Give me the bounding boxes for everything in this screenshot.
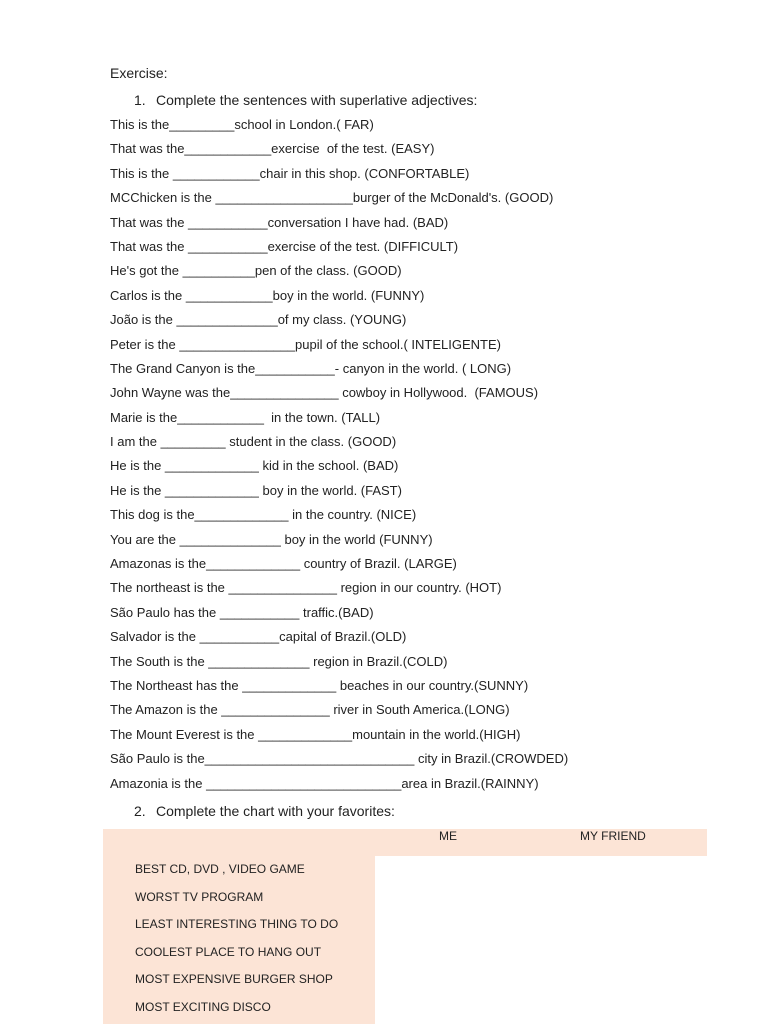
- sentence-item: The South is the ______________ region in Brazil.(COLD): [110, 653, 448, 669]
- sentence-item: Amazonia is the ___________________________area in Brazil.(RAINNY): [110, 775, 539, 791]
- sentence-item: This dog is the_____________ in the country. (NICE): [110, 507, 417, 523]
- sentence-item: Carlos is the ____________boy in the world. (FUNNY): [110, 287, 425, 303]
- chart-row-label: COOLEST PLACE TO HANG OUT: [135, 944, 322, 959]
- sentence-item: The Grand Canyon is the___________- canyon in the world. ( LONG): [110, 360, 512, 376]
- sentence-item: You are the ______________ boy in the world (FUNNY): [110, 531, 433, 547]
- chart-header-row: [103, 829, 707, 856]
- chart-row-labels: [103, 856, 375, 1024]
- chart-row-label: WORST TV PROGRAM: [135, 889, 264, 904]
- sentence-item: John Wayne was the_______________ cowboy in Hollywood. (FAMOUS): [110, 385, 539, 401]
- column-header-me: ME: [439, 829, 457, 843]
- sentence-item: That was the ___________exercise of the test. (DIFFICULT): [110, 238, 459, 254]
- sentence-item: That was the____________exercise of the test. (EASY): [110, 141, 435, 157]
- sentence-list: [110, 113, 730, 796]
- sentence-item: This is the_________school in London.( FAR): [110, 117, 374, 132]
- sentence-item: Salvador is the ___________capital of Brazil.(OLD): [110, 629, 407, 645]
- sentence-item: São Paulo is the_____________________________ city in Brazil.(CROWDED): [110, 751, 569, 767]
- question-1-text: Complete the sentences with superlative adjectives:: [156, 92, 478, 108]
- question-2: [134, 801, 395, 821]
- question-1: [134, 90, 477, 110]
- sentence-item: This is the ____________chair in this shop. (CONFORTABLE): [110, 165, 470, 181]
- column-header-my-friend: MY FRIEND: [580, 829, 646, 843]
- question-2-number: 2.: [134, 803, 146, 819]
- chart-row-label: LEAST INTERESTING THING TO DO: [135, 917, 339, 932]
- sentence-item: The Amazon is the _______________ river in South America.(LONG): [110, 702, 510, 718]
- sentence-item: He is the _____________ kid in the school. (BAD): [110, 458, 399, 474]
- sentence-item: The Mount Everest is the _____________mountain in the world.(HIGH): [110, 726, 521, 742]
- sentence-item: Marie is the____________ in the town. (TALL): [110, 409, 381, 425]
- chart-row-label: MOST EXCITING DISCO: [135, 999, 271, 1014]
- question-1-number: 1.: [134, 92, 146, 108]
- sentence-item: Peter is the ________________pupil of the school.( INTELIGENTE): [110, 336, 501, 352]
- sentence-item: The Northeast has the _____________ beaches in our country.(SUNNY): [110, 677, 529, 693]
- question-2-text: Complete the chart with your favorites:: [156, 803, 395, 819]
- sentence-item: João is the ______________of my class. (YOUNG): [110, 312, 407, 328]
- sentence-item: He is the _____________ boy in the world. (FAST): [110, 482, 402, 498]
- favorites-chart: [103, 829, 707, 1024]
- chart-row-label: MOST EXPENSIVE BURGER SHOP: [135, 972, 333, 987]
- sentence-item: MCChicken is the ___________________burger of the McDonald's. (GOOD): [110, 190, 554, 206]
- sentence-item: The northeast is the _______________ region in our country. (HOT): [110, 580, 502, 596]
- exercise-heading: Exercise:: [110, 65, 168, 81]
- sentence-item: São Paulo has the ___________ traffic.(BAD): [110, 604, 374, 620]
- sentence-item: That was the ___________conversation I have had. (BAD): [110, 214, 449, 230]
- sentence-item: Amazonas is the_____________ country of Brazil. (LARGE): [110, 556, 457, 572]
- sentence-item: I am the _________ student in the class. (GOOD): [110, 434, 397, 450]
- sentence-item: He's got the __________pen of the class. (GOOD): [110, 263, 402, 279]
- chart-row-label: BEST CD, DVD , VIDEO GAME: [135, 862, 305, 876]
